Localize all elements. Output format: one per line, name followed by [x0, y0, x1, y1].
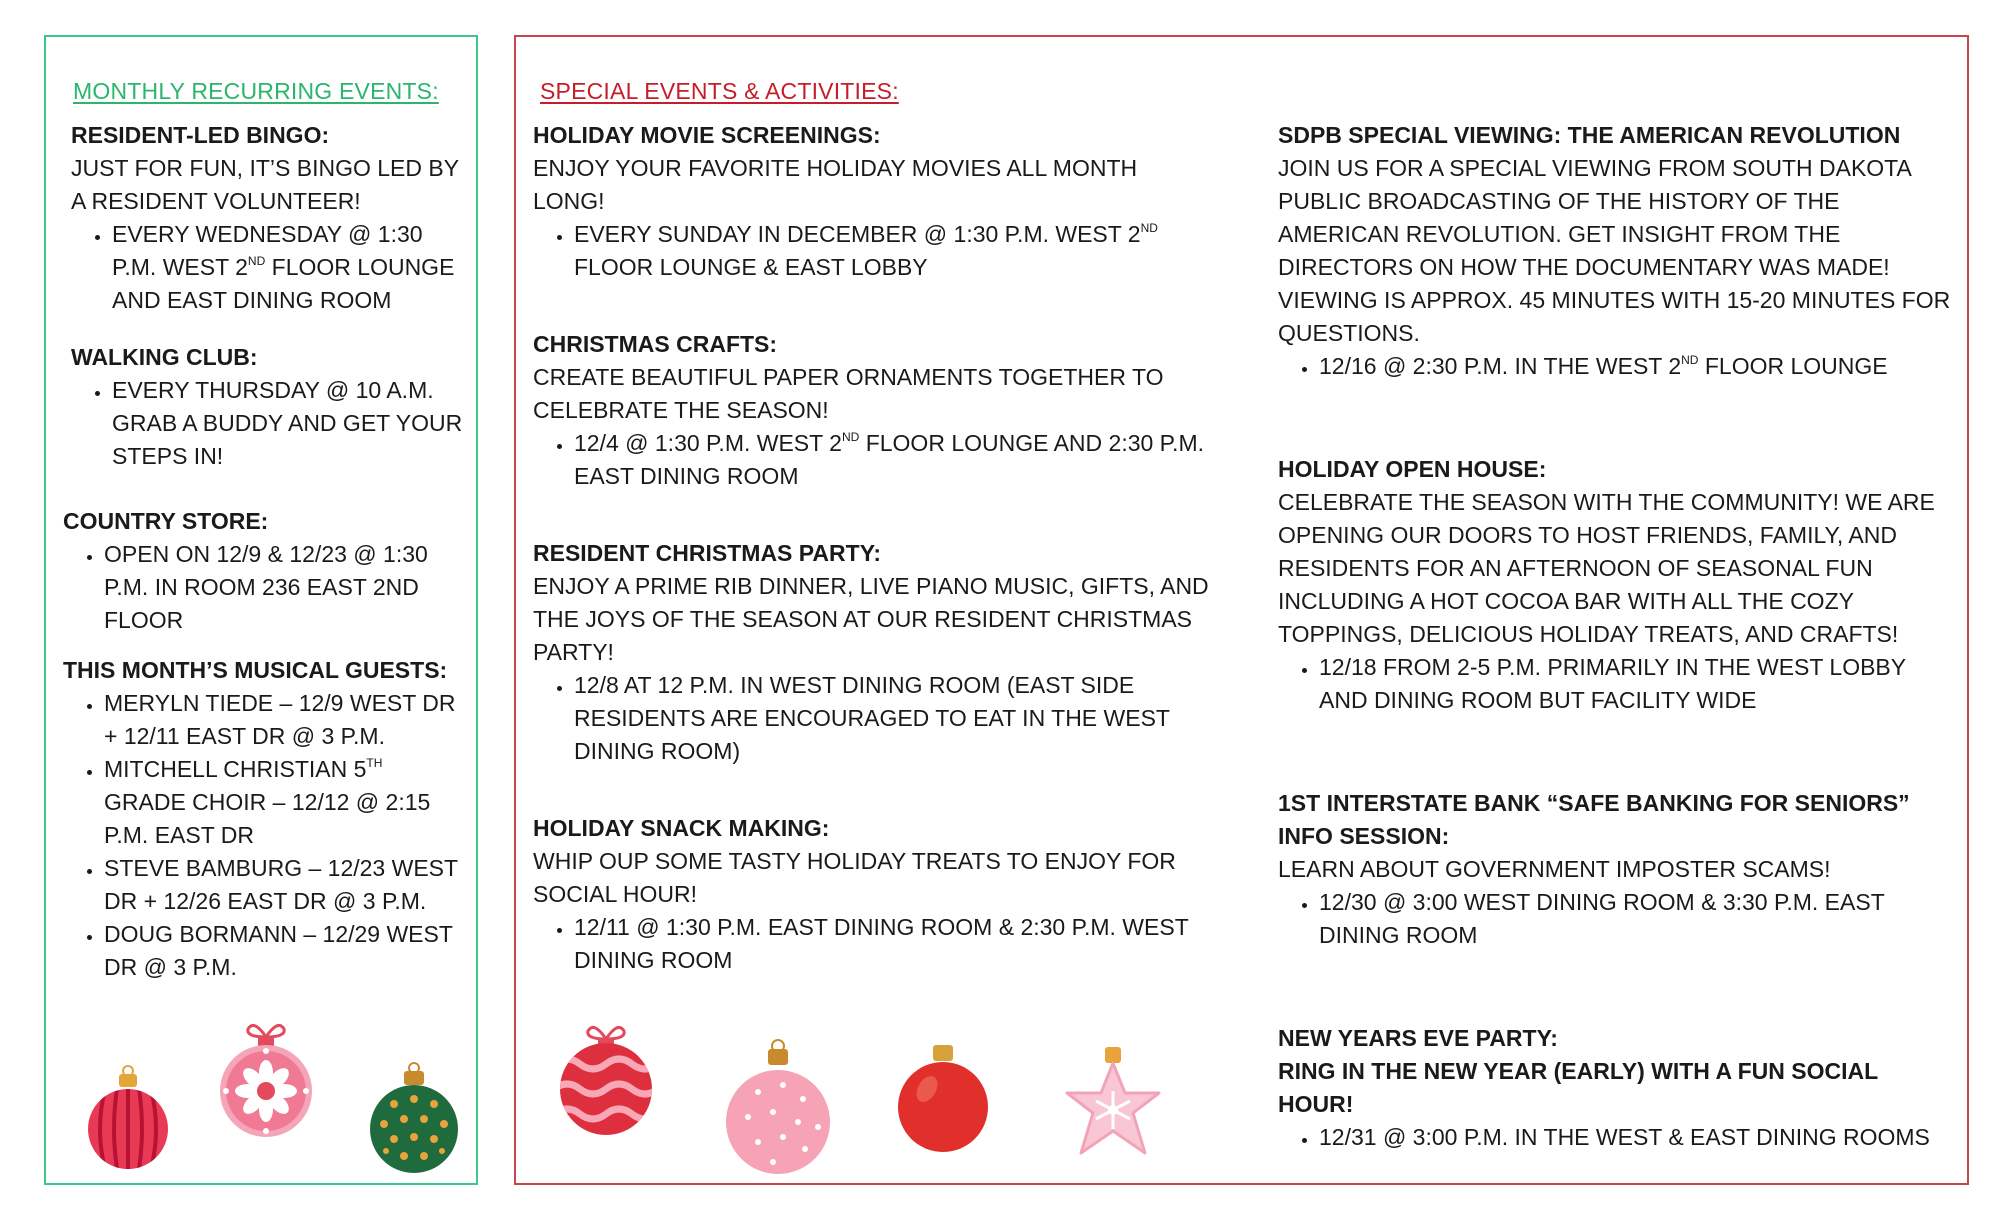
party-desc: ENJOY A PRIME RIB DINNER, LIVE PIANO MUSIC, GIFTS, AND THE JOYS OF THE SEASON AT OUR RESIDENT CHRISTMAS PARTY! — [533, 573, 1209, 665]
snack-item: • 12/11 @ 1:30 P.M. EAST DINING ROOM & 2:30 P.M. WEST DINING ROOM — [574, 911, 1213, 977]
sdpb-desc: JOIN US FOR A SPECIAL VIEWING FROM SOUTH DAKOTA PUBLIC BROADCASTING OF THE HISTORY OF THE AMERICAN REVOLUTION. GET INSIGHT FROM THE DIRECTORS ON HOW THE DOCUMENTARY WAS MADE! VIEWING IS APPROX. 45 MINUTES WITH 15-20 MINUTES FOR QUESTIONS. — [1278, 155, 1951, 346]
walking-title: WALKING CLUB: — [71, 344, 258, 370]
pink-flower-ornament-icon — [216, 1015, 316, 1139]
section-musical-guests — [63, 654, 468, 984]
openhouse-title: HOLIDAY OPEN HOUSE: — [1278, 456, 1547, 482]
section-snack-making — [533, 812, 1213, 977]
monthly-recurring-heading: MONTHLY RECURRING EVENTS: — [73, 78, 439, 104]
special-events-panel — [514, 35, 1969, 1185]
crafts-item: • 12/4 @ 1:30 P.M. WEST 2ND FLOOR LOUNGE AND 2:30 P.M. EAST DINING ROOM — [574, 427, 1213, 493]
bank-list — [1278, 886, 1958, 952]
bank-desc: LEARN ABOUT GOVERNMENT IMPOSTER SCAMS! — [1278, 856, 1831, 882]
section-walking — [71, 341, 466, 473]
bingo-title: RESIDENT-LED BINGO: — [71, 122, 330, 148]
walking-item: • EVERY THURSDAY @ 10 A.M. GRAB A BUDDY AND GET YOUR STEPS IN! — [112, 374, 466, 473]
section-country-store — [63, 505, 468, 637]
nye-title: NEW YEARS EVE PARTY: — [1278, 1025, 1558, 1051]
store-item: • OPEN ON 12/9 & 12/23 @ 1:30 P.M. IN ROOM 236 EAST 2ND FLOOR — [104, 538, 468, 637]
section-movie-screenings — [533, 119, 1213, 284]
sdpb-list — [1278, 350, 1958, 383]
bingo-desc: JUST FOR FUN, IT’S BINGO LED BY A RESIDENT VOLUNTEER! — [71, 155, 459, 214]
crafts-title: CHRISTMAS CRAFTS: — [533, 331, 778, 357]
red-round-ornament-icon — [895, 1037, 991, 1153]
pink-speckled-ornament-icon — [723, 1037, 833, 1177]
movies-list — [533, 218, 1213, 284]
special-events-column-1 — [533, 119, 1213, 977]
section-bank-session — [1278, 787, 1958, 952]
section-christmas-crafts — [533, 328, 1213, 493]
special-events-column-2 — [1278, 119, 1958, 1154]
section-nye-party — [1278, 1022, 1958, 1154]
openhouse-item: • 12/18 FROM 2-5 P.M. PRIMARILY IN THE WEST LOBBY AND DINING ROOM BUT FACILITY WIDE — [1319, 651, 1958, 717]
party-list — [533, 669, 1213, 768]
nye-list — [1278, 1121, 1958, 1154]
bank-title: 1ST INTERSTATE BANK “SAFE BANKING FOR SENIORS” INFO SESSION: — [1278, 790, 1910, 849]
bingo-list — [71, 218, 466, 317]
movies-title: HOLIDAY MOVIE SCREENINGS: — [533, 122, 881, 148]
crafts-list — [533, 427, 1213, 493]
wavy-red-ornament-icon — [554, 1019, 658, 1137]
sdpb-title: SDPB SPECIAL VIEWING: THE AMERICAN REVOLUTION — [1278, 122, 1901, 148]
openhouse-list — [1278, 651, 1958, 717]
musical-item: • DOUG BORMANN – 12/29 WEST DR @ 3 P.M. — [104, 918, 468, 984]
star-ornament-icon — [1053, 1041, 1173, 1173]
crafts-desc: CREATE BEAUTIFUL PAPER ORNAMENTS TOGETHER TO CELEBRATE THE SEASON! — [533, 364, 1164, 423]
walking-list — [71, 374, 466, 473]
nye-item: • 12/31 @ 3:00 P.M. IN THE WEST & EAST DINING ROOMS — [1319, 1121, 1958, 1154]
musical-item: • MITCHELL CHRISTIAN 5TH GRADE CHOIR – 12/12 @ 2:15 P.M. EAST DR — [104, 753, 468, 852]
left-column-bottom — [63, 505, 468, 984]
snack-desc: WHIP OUP SOME TASTY HOLIDAY TREATS TO ENJOY FOR SOCIAL HOUR! — [533, 848, 1176, 907]
nye-subtitle: RING IN THE NEW YEAR (EARLY) WITH A FUN SOCIAL HOUR! — [1278, 1058, 1878, 1117]
snack-title: HOLIDAY SNACK MAKING: — [533, 815, 830, 841]
movies-desc: ENJOY YOUR FAVORITE HOLIDAY MOVIES ALL MONTH LONG! — [533, 155, 1138, 214]
musical-list — [63, 687, 468, 984]
party-title: RESIDENT CHRISTMAS PARTY: — [533, 540, 881, 566]
green-dotted-ornament-icon — [364, 1059, 464, 1173]
bank-item: • 12/30 @ 3:00 WEST DINING ROOM & 3:30 P.M. EAST DINING ROOM — [1319, 886, 1958, 952]
left-column-top — [71, 119, 466, 473]
section-open-house — [1278, 453, 1958, 717]
musical-item: • MERYLN TIEDE – 12/9 WEST DR + 12/11 EAST DR @ 3 P.M. — [104, 687, 468, 753]
sdpb-item: • 12/16 @ 2:30 P.M. IN THE WEST 2ND FLOOR LOUNGE — [1319, 350, 1958, 383]
section-bingo — [71, 119, 466, 317]
store-list — [63, 538, 468, 637]
musical-item: • STEVE BAMBURG – 12/23 WEST DR + 12/26 EAST DR @ 3 P.M. — [104, 852, 468, 918]
movies-item: • EVERY SUNDAY IN DECEMBER @ 1:30 P.M. WEST 2ND FLOOR LOUNGE & EAST LOBBY — [574, 218, 1213, 284]
section-sdpb-viewing — [1278, 119, 1958, 383]
snack-list — [533, 911, 1213, 977]
bingo-item: • EVERY WEDNESDAY @ 1:30 P.M. WEST 2ND FLOOR LOUNGE AND EAST DINING ROOM — [112, 218, 466, 317]
musical-title: THIS MONTH’S MUSICAL GUESTS: — [63, 657, 448, 683]
section-christmas-party — [533, 537, 1213, 768]
striped-red-ornament-icon — [83, 1059, 173, 1171]
openhouse-desc: CELEBRATE THE SEASON WITH THE COMMUNITY! WE ARE OPENING OUR DOORS TO HOST FRIENDS, FAMILY, AND RESIDENTS FOR AN AFTERNOON OF SEASONAL FUN INCLUDING A HOT COCOA BAR WITH ALL THE COZY TOPPINGS, DELICIOUS HOLIDAY TREATS, AND CRAFTS! — [1278, 489, 1935, 647]
store-title: COUNTRY STORE: — [63, 508, 269, 534]
monthly-recurring-panel — [44, 35, 478, 1185]
party-item: • 12/8 AT 12 P.M. IN WEST DINING ROOM (EAST SIDE RESIDENTS ARE ENCOURAGED TO EAT IN THE WEST DINING ROOM) — [574, 669, 1213, 768]
special-events-heading: SPECIAL EVENTS & ACTIVITIES: — [540, 78, 899, 104]
